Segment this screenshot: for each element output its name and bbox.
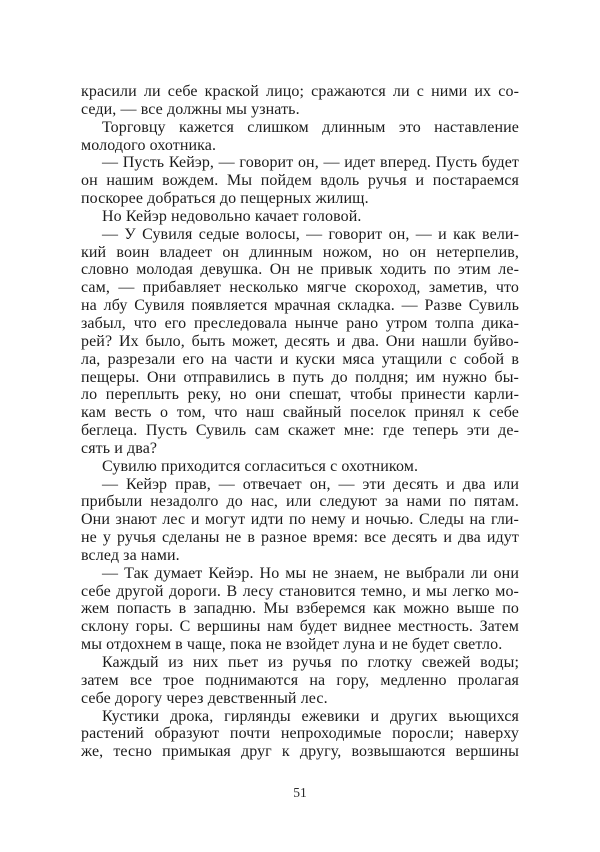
- text-line: Они знают лес и могут идти по нему и ночью. Следы на гли-: [81, 511, 519, 529]
- text-line: кам весть о том, что наш свайный поселок принял к себе: [81, 404, 519, 422]
- text-line: растений образуют почти непроходимые поросли; наверху: [81, 725, 519, 743]
- text-line: Торговцу кажется слишком длинным это наставление: [102, 118, 519, 136]
- text-line: он нашим вождем. Мы пойдем вдоль ручья и постараемся: [81, 172, 519, 190]
- text-line: — Кейэр прав, — отвечает он, — эти десять и два или: [102, 475, 519, 493]
- text-line: словно молодая девушка. Он не привык ходить по этим ле-: [81, 261, 519, 279]
- text-line: не у ручья сделаны не в разное время: все десять и два идут: [81, 529, 519, 547]
- text-line: — Пусть Кейэр, — говорит он, — идет вперед. Пусть будет: [102, 154, 519, 172]
- text-line: поскорее добраться до пещерных жилищ.: [81, 190, 369, 208]
- text-line: пещеры. Они отправились в путь до полдня; им нужно бы-: [81, 368, 519, 386]
- text-line: молодого охотника.: [81, 136, 217, 154]
- text-line: на лбу Сувиля появляется мрачная складка. — Разве Сувиль: [81, 297, 519, 315]
- text-line: мы отдохнем в чаще, пока не взойдет луна и не будет светло.: [81, 636, 503, 654]
- text-line: жем попасть в западню. Мы взберемся как можно выше по: [81, 600, 519, 618]
- page-text-block: [81, 83, 519, 761]
- text-line: сять и два?: [81, 439, 158, 457]
- text-line: — Так думает Кейэр. Но мы не знаем, не выбрали ли они: [102, 564, 519, 582]
- text-line: — У Сувиля седые волосы, — говорит он, — и как вели-: [102, 225, 519, 243]
- text-line: затем все трое поднимаются на гору, медленно пролагая: [81, 671, 519, 689]
- text-line: Но Кейэр недовольно качает головой.: [102, 207, 362, 225]
- text-line: кий воин владеет он длинным ножом, но он нетерпелив,: [81, 243, 519, 261]
- page-number: 51: [293, 785, 307, 800]
- text-line: себе дорогу через девственный лес.: [81, 689, 328, 707]
- text-line: ла, разрезали его на части и куски мяса утащили с собой в: [81, 350, 519, 368]
- text-line: седи, — все должны мы узнать.: [81, 100, 300, 118]
- text-line: прибыли незадолго до нас, или следуют за нами по пятам.: [81, 493, 519, 511]
- text-line: себе другой дороги. В лесу становится темно, и мы легко мо-: [81, 582, 519, 600]
- text-line: красили ли себе краской лицо; сражаются ли с ними их со-: [81, 83, 519, 100]
- text-line: вслед за нами.: [81, 546, 180, 564]
- text-line: склону горы. С вершины нам будет виднее местность. Затем: [81, 618, 519, 636]
- text-line: рей? Их было, быть может, десять и два. Они нашли буйво-: [81, 332, 519, 350]
- text-line: забыл, что его преследовала нынче рано утром толпа дика-: [81, 314, 519, 332]
- text-line: Каждый из них пьет из ручья по глотку свежей воды;: [102, 654, 519, 671]
- text-line: же, тесно примыкая друг к другу, возвышаются вершины: [81, 743, 519, 761]
- text-line: сам, — прибавляет несколько мягче скороход, заметив, что: [81, 279, 519, 297]
- text-line: ло переплыть реку, но они спешат, чтобы принести карли-: [81, 386, 519, 404]
- text-line: беглеца. Пусть Сувиль сам скажет мне: где теперь эти де-: [81, 422, 519, 440]
- text-line: Сувилю приходится согласиться с охотником.: [102, 457, 419, 475]
- text-line: Кустики дрока, гирлянды ежевики и других вьющихся: [102, 707, 519, 725]
